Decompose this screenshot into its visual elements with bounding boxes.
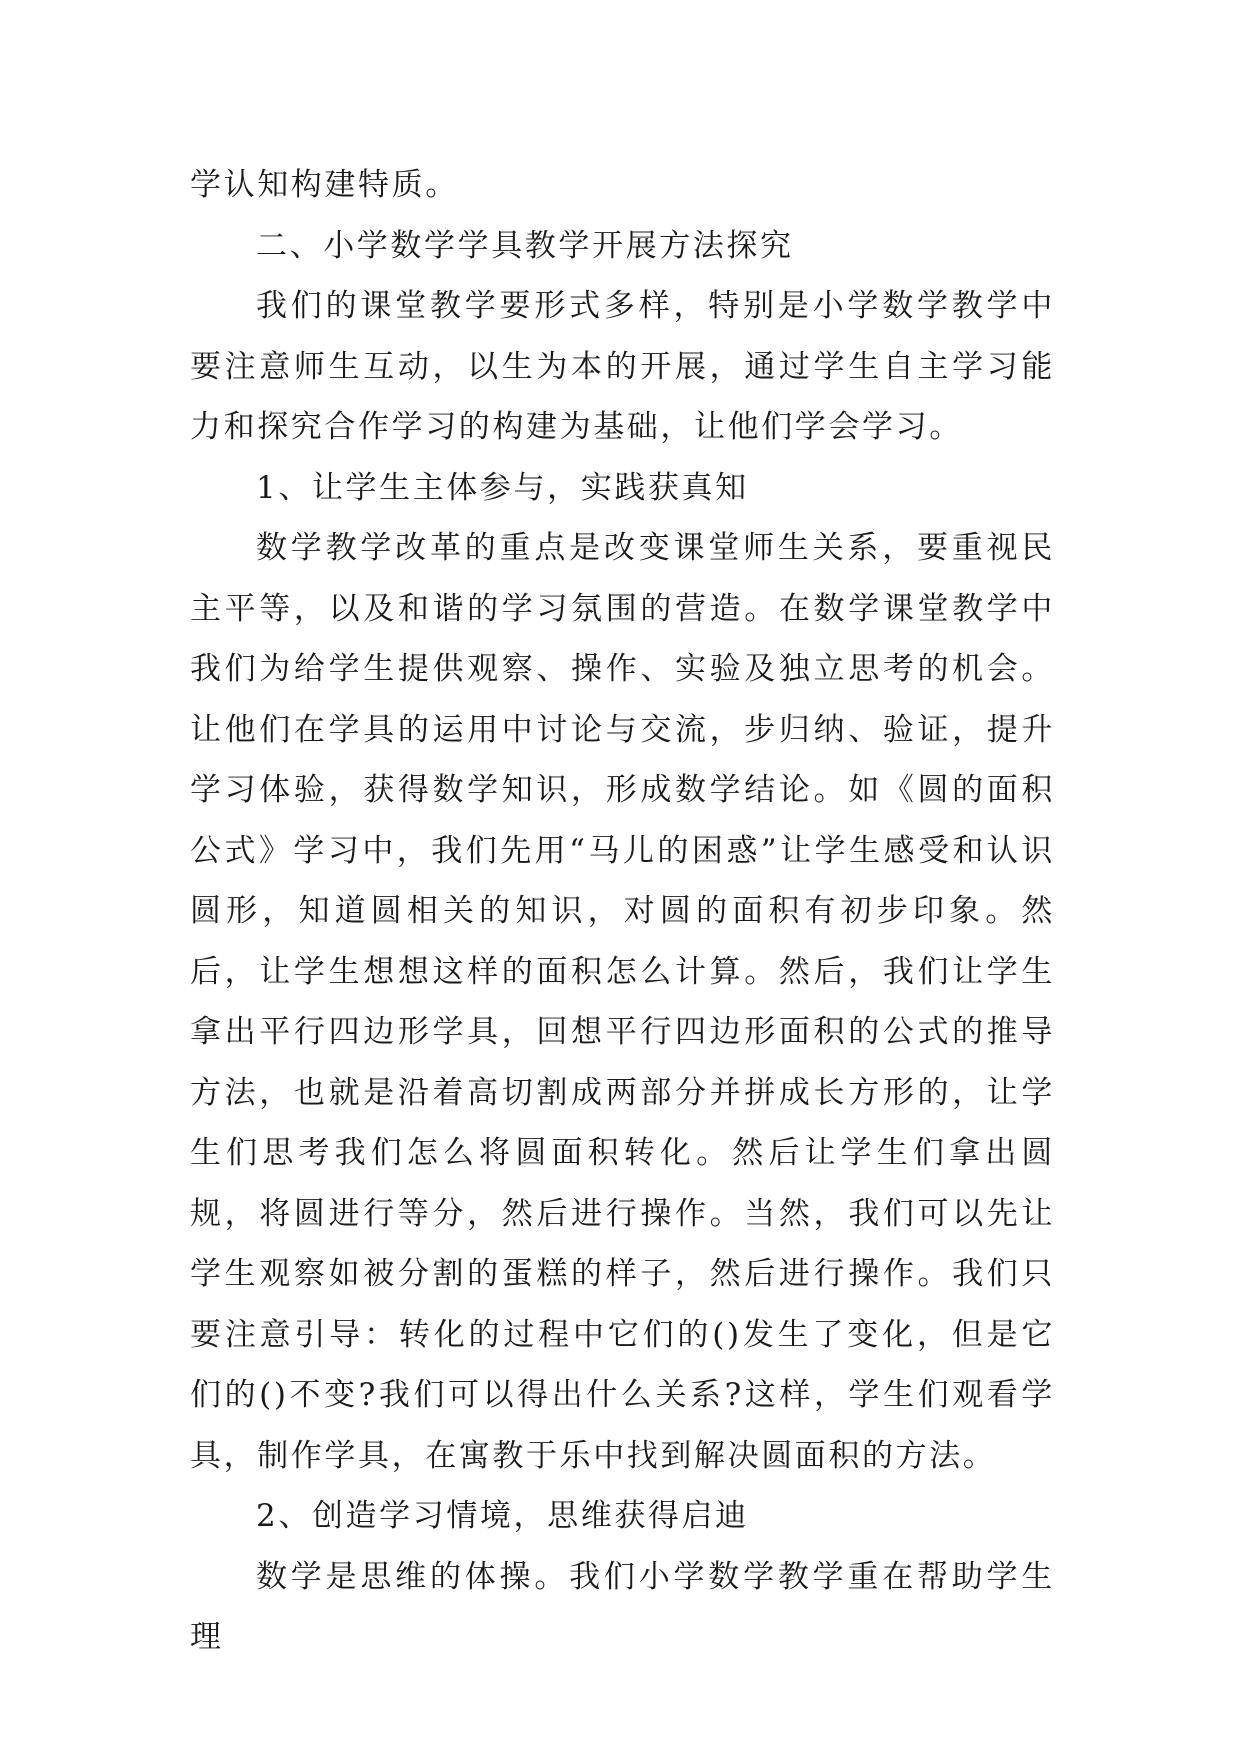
subsection-heading: 2、创造学习情境，思维获得启迪 [256,1498,749,1534]
section-heading: 二、小学数学学具教学开展方法探究 [256,227,794,264]
paragraph: 我们的课堂教学要形式多样，特别是小学数学教学中要注意师生互动，以生为本的开展，通过学生自主学习能力和探究合作学习的构建为基础，让他们学会学习。 [190,288,1055,445]
subsection-heading: 1、让学生主体参与，实践获真知 [256,469,749,506]
paragraph-continuation: 学认知构建特质。 [190,167,459,203]
document-body [190,155,1055,1668]
paragraph: 数学教学改革的重点是改变课堂师生关系，要重视民主平等，以及和谐的学习氛围的营造。在数学课堂教学中我们为给学生提供观察、操作、实验及独立思考的机会。让他们在学具的运用中讨论与交流，步归纳、验证，提升学习体验，获得数学知识，形成数学结论。如《圆的面积公式》学习中，我们先用“马儿的困惑”让学生感受和认识圆形，知道圆相关的知识，对圆的面积有初步印象。然后，让学生想想这样的面积怎么计算。然后，我们让学生拿出平行四边形学具，回想平行四边形面积的公式的推导方法，也就是沿着高切割成两部分并拼成长方形的，让学生们思考我们怎么将圆面积转化。然后让学生们拿出圆规，将圆进行等分，然后进行操作。当然，我们可以先让学生观察如被分割的蛋糕的样子，然后进行操作。我们只要注意引导：转化的过程中它们的()发生了变化，但是它们的()不变?我们可以得出什么关系?这样，学生们观看学具，制作学具，在寓教于乐中找到解决圆面积的方法。 [190,530,1055,1474]
paragraph: 数学是思维的体操。我们小学数学教学重在帮助学生理 [190,1558,1055,1655]
